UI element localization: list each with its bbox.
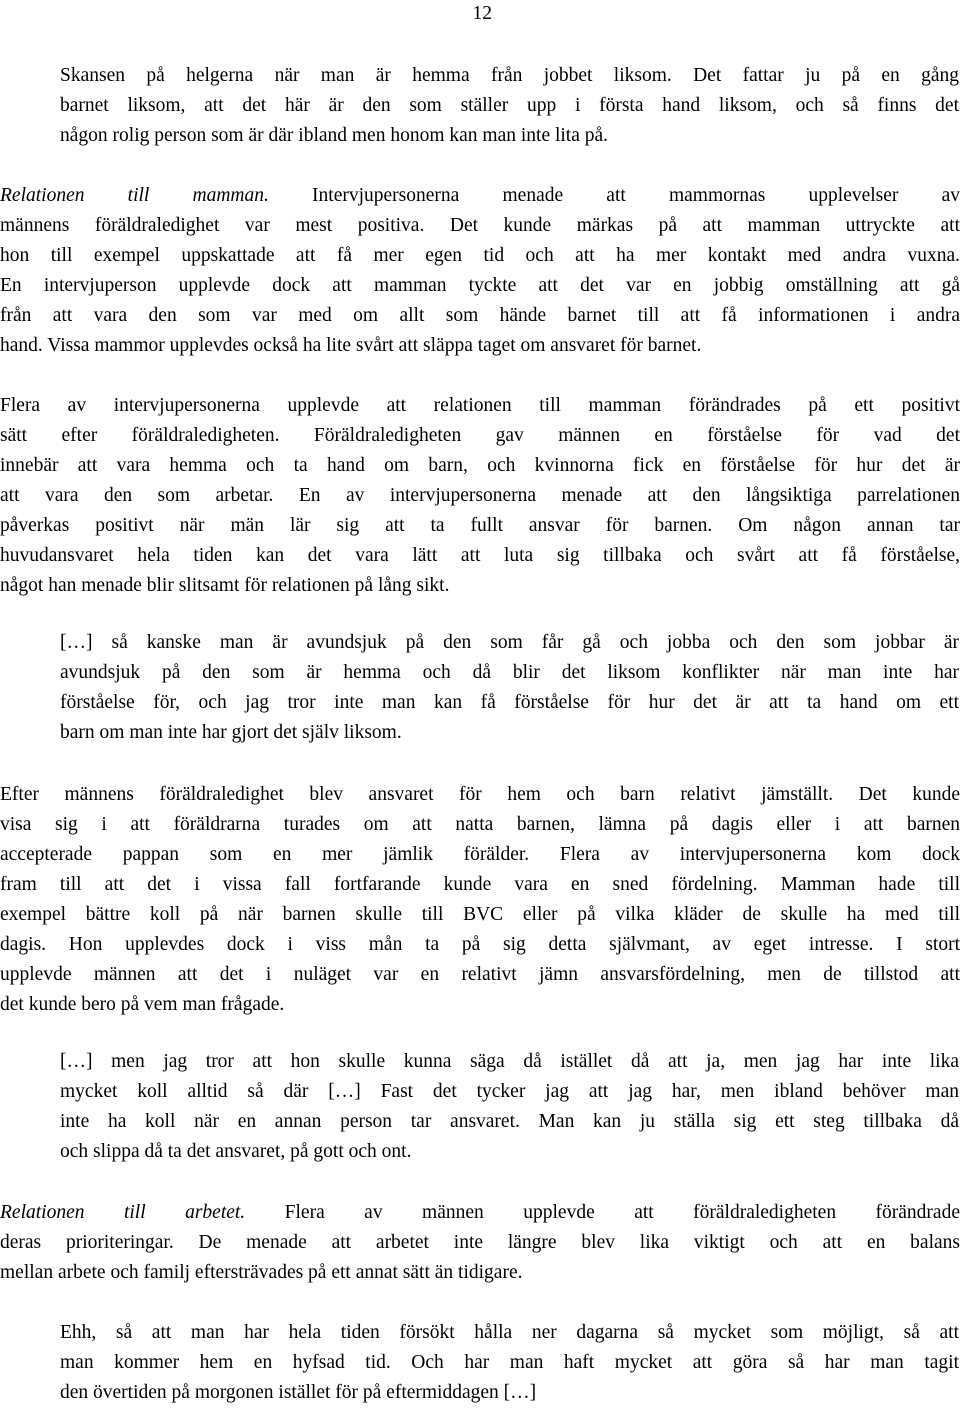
text-line: något han menade blir slitsamt för relationen på lång sikt. xyxy=(0,575,450,596)
text-line xyxy=(0,1198,960,1228)
text-line: den övertiden på morgonen istället för på eftermiddagen […] xyxy=(60,1382,537,1403)
text-line: inte ha koll när en annan person tar ansvaret. Man kan ju ställa sig ett steg tillbaka då xyxy=(60,1111,959,1132)
text-run: Intervjupersonerna menade att mammornas upplevelser av xyxy=(268,185,960,206)
text-line: visa sig i att föräldrarna turades om att natta barnen, lämna på dagis eller i att barnen xyxy=(0,814,960,835)
page-number: 12 xyxy=(472,3,492,24)
section-heading: Relationen till arbetet. xyxy=(0,1202,246,1223)
text-line: förståelse för, och jag tror inte man kan få förståelse för hur det är att ta hand om ett xyxy=(60,692,959,713)
block-quote-4 xyxy=(60,1318,959,1408)
text-line: dagis. Hon upplevdes dock i viss mån ta på sig detta självmant, av eget intresse. I stort xyxy=(0,934,960,955)
text-line: Ehh, så att man har hela tiden försökt hålla ner dagarna så mycket som möjligt, så att xyxy=(60,1322,959,1343)
text-line: männens föräldraledighet var mest positiva. Det kunde märkas på att mamman uttryckte att xyxy=(0,215,960,236)
text-line: mycket koll alltid så där […] Fast det tycker jag att jag har, men ibland behöver man xyxy=(60,1081,959,1102)
text-line: hon till exempel uppskattade att få mer egen tid och att ha mer kontakt med andra vuxna. xyxy=(0,245,960,266)
text-line: Skansen på helgerna när man är hemma från jobbet liksom. Det fattar ju på en gång xyxy=(60,65,959,86)
text-line: Efter männens föräldraledighet blev ansvaret för hem och barn relativt jämställt. Det kunde xyxy=(0,784,960,805)
block-quote-3 xyxy=(60,1047,959,1167)
text-line: Flera av intervjupersonerna upplevde att relationen till mamman förändrades på ett positivt xyxy=(0,395,960,416)
text-line: accepterade pappan som en mer jämlik förälder. Flera av intervjupersonerna kom dock xyxy=(0,844,960,865)
text-line: En intervjuperson upplevde dock att mamman tyckte att det var en jobbig omställning att gå xyxy=(0,275,960,296)
paragraph-relationen-till-mamman xyxy=(0,181,960,361)
text-line: barn om man inte har gjort det själv liksom. xyxy=(60,722,402,743)
text-line: man kommer hem en hyfsad tid. Och har man haft mycket att göra så har man tagit xyxy=(60,1352,959,1373)
text-line: att vara den som arbetar. En av intervjupersonerna menade att den långsiktiga parrelationen xyxy=(0,485,960,506)
text-line: innebär att vara hemma och ta hand om barn, och kvinnorna fick en förståelse för hur det är xyxy=(0,455,960,476)
text-line: […] men jag tror att hon skulle kunna säga då istället då att ja, men jag har inte lika xyxy=(60,1051,959,1072)
text-line: och slippa då ta det ansvaret, på gott och ont. xyxy=(60,1141,412,1162)
text-line: från att vara den som var med om allt som hände barnet till att få informationen i andra xyxy=(0,305,960,326)
paragraph-2 xyxy=(0,391,960,601)
text-line: avundsjuk på den som är hemma och då blir det liksom konflikter när man inte har xyxy=(60,662,959,683)
text-line: det kunde bero på vem man frågade. xyxy=(0,994,285,1015)
text-line: deras prioriteringar. De menade att arbetet inte längre blev lika viktigt och att en balans xyxy=(0,1232,960,1253)
paragraph-relationen-till-arbetet xyxy=(0,1198,960,1288)
text-line: påverkas positivt när män lär sig att ta fullt ansvar för barnen. Om någon annan tar xyxy=(0,515,960,536)
text-line: fram till att det i vissa fall fortfarande kunde vara en sned fördelning. Mamman hade till xyxy=(0,874,960,895)
block-quote-2 xyxy=(60,628,959,748)
text-line: exempel bättre koll på när barnen skulle till BVC eller på vilka kläder de skulle ha med till xyxy=(0,904,960,925)
text-line: mellan arbete och familj eftersträvades på ett annat sätt än tidigare. xyxy=(0,1262,523,1283)
text-line: huvudansvaret hela tiden kan det vara lätt att luta sig tillbaka och svårt att få förståelse, xyxy=(0,545,960,566)
text-line: någon rolig person som är där ibland men honom kan man inte lita på. xyxy=(60,125,609,146)
text-line: hand. Vissa mammor upplevdes också ha lite svårt att släppa taget om ansvaret för barnet. xyxy=(0,335,702,356)
text-line: upplevde männen att det i nuläget var en relativt jämn ansvarsfördelning, men de tillstod att xyxy=(0,964,960,985)
paragraph-3 xyxy=(0,780,960,1020)
text-line: barnet liksom, att det här är den som ställer upp i första hand liksom, och så finns det xyxy=(60,95,959,116)
text-line: sätt efter föräldraledigheten. Föräldraledigheten gav männen en förståelse för vad det xyxy=(0,425,960,446)
text-line: […] så kanske man är avundsjuk på den som får gå och jobba och den som jobbar är xyxy=(60,632,959,653)
text-line xyxy=(0,181,960,211)
section-heading: Relationen till mamman. xyxy=(0,185,269,206)
text-run: Flera av männen upplevde att föräldraledigheten förändrade xyxy=(245,1202,960,1223)
block-quote-1 xyxy=(60,61,959,151)
